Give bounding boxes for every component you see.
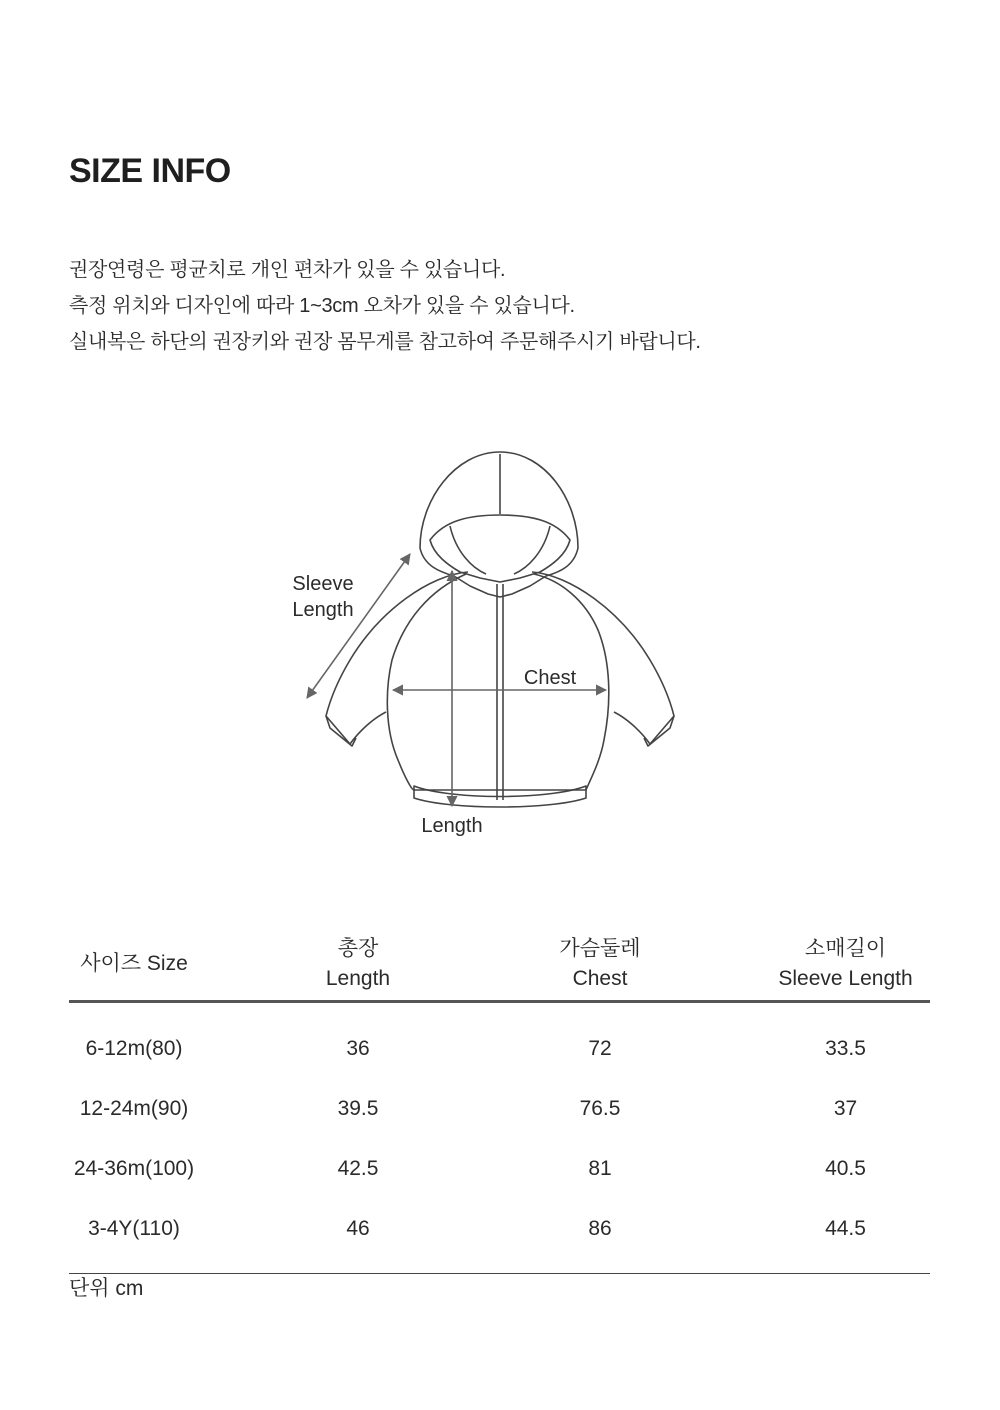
size-table <box>69 928 930 1274</box>
table-cell: 24-36m(100) <box>73 1157 195 1180</box>
sleeve-label: Length <box>292 599 354 621</box>
table-header <box>69 928 930 1003</box>
note-line: 권장연령은 평균치로 개인 편차가 있을 수 있습니다. <box>69 259 506 281</box>
header-text: Chest <box>572 967 628 990</box>
table-row <box>69 1139 930 1199</box>
hood-outline <box>420 452 578 597</box>
length-label: Length <box>421 815 483 837</box>
hoodie-diagram <box>270 440 710 850</box>
unit-note: 단위 cm <box>69 1277 144 1300</box>
hood-inner <box>430 515 570 582</box>
table-row <box>69 1199 930 1259</box>
table-cell: 81 <box>588 1157 612 1180</box>
table-cell: 72 <box>588 1037 612 1060</box>
table-cell: 40.5 <box>825 1157 866 1180</box>
table-cell: 39.5 <box>337 1097 379 1120</box>
left-sleeve <box>326 572 468 744</box>
table-cell: 12-24m(90) <box>79 1097 189 1120</box>
sleeve-label: Sleeve <box>292 573 354 595</box>
header-length <box>199 934 517 994</box>
header-size <box>69 949 199 979</box>
header-text: 사이즈 Size <box>80 952 188 975</box>
right-sleeve <box>532 572 674 744</box>
header-sleeve <box>683 934 930 994</box>
header-text: Length <box>325 967 391 990</box>
table-cell: 46 <box>346 1217 370 1240</box>
header-text: 가슴둘레 <box>559 937 641 960</box>
table-cell: 36 <box>346 1037 370 1060</box>
notes <box>69 252 701 360</box>
header-text: Sleeve Length <box>778 967 913 990</box>
table-cell: 42.5 <box>337 1157 379 1180</box>
header-chest <box>517 934 683 994</box>
table-cell: 3-4Y(110) <box>88 1217 180 1240</box>
table-cell: 86 <box>588 1217 612 1240</box>
table-row <box>69 1019 930 1079</box>
header-text: 총장 <box>337 937 379 960</box>
chest-label: Chest <box>523 667 577 689</box>
table-row <box>69 1079 930 1139</box>
header-text: 소매길이 <box>804 937 887 960</box>
page-title: SIZE INFO <box>69 152 231 190</box>
table-body <box>69 1003 930 1274</box>
table-cell: 6-12m(80) <box>85 1037 183 1060</box>
table-cell: 33.5 <box>825 1037 866 1060</box>
table-cell: 76.5 <box>579 1097 621 1120</box>
table-cell: 44.5 <box>825 1217 866 1240</box>
note-line: 실내복은 하단의 권장키와 권장 몸무게를 참고하여 주문해주시기 바랍니다. <box>69 331 701 353</box>
table-cell: 37 <box>833 1097 858 1120</box>
note-line: 측정 위치와 디자인에 따라 1~3cm 오차가 있을 수 있습니다. <box>69 295 575 317</box>
